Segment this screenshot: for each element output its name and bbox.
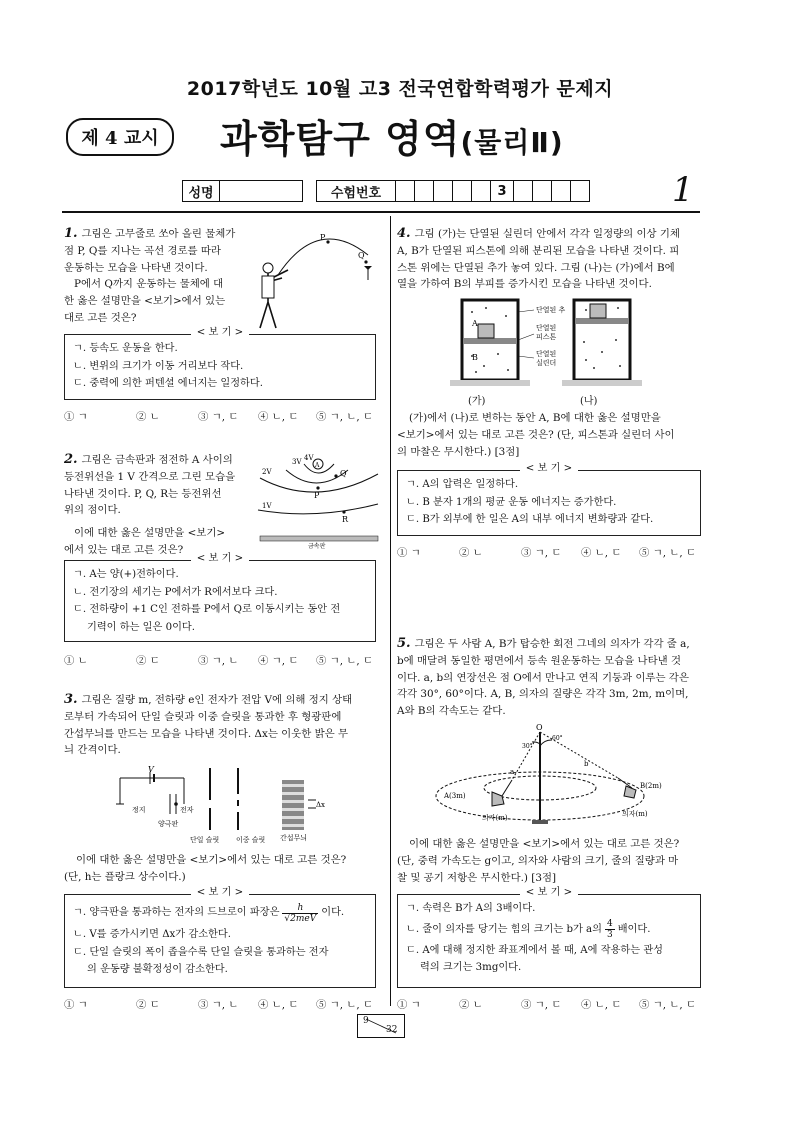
bogi-item: ㄱ. A는 양(+)전하이다.: [73, 569, 179, 580]
option[interactable]: ② ㄷ: [136, 655, 160, 667]
question-1: [64, 226, 264, 327]
question-4: [397, 226, 703, 293]
fig-point-q: Q: [358, 251, 365, 260]
caption-ga: (가): [468, 396, 486, 407]
question-number: 1.: [64, 226, 78, 241]
caption-na: (나): [580, 396, 598, 407]
q1-figure: [248, 220, 383, 335]
fig-label: A: [472, 319, 478, 328]
fig-label: B(2m): [640, 782, 662, 790]
question-text: 점 P, Q를 지나는 곡선 경로를 따라: [64, 244, 221, 257]
option[interactable]: ⑤ ㄱ, ㄴ, ㄷ: [316, 411, 374, 423]
bogi-item: ㄷ. 중력에 의한 퍼텐셜 에너지는 일정하다.: [73, 378, 263, 389]
q3-options: [64, 996, 373, 1011]
option[interactable]: ① ㄱ: [64, 411, 88, 423]
fig-label: 단일 슬릿: [190, 836, 220, 844]
option[interactable]: ③ ㄱ, ㄷ: [521, 547, 562, 559]
option[interactable]: ⑤ ㄱ, ㄴ, ㄷ: [639, 999, 697, 1011]
fig-label: b: [584, 760, 589, 768]
question-number: 3.: [64, 692, 78, 707]
question-text: 나타낸 것이다. P, Q, R는 등전위선: [64, 487, 222, 500]
session-badge: 제 4 교시: [66, 118, 174, 156]
bogi-header: < 보 기 >: [191, 553, 249, 564]
question-text: 위의 점이다.: [64, 504, 121, 517]
question-number: 5.: [397, 636, 411, 651]
question-text: 이다. a, b의 연장선은 점 O에서 만나고 연직 기둥과 이루는 각은: [397, 671, 689, 684]
option[interactable]: ④ ㄴ, ㄷ: [258, 411, 299, 423]
question-text: (가)에서 (나)로 변하는 동안 A, B에 대한 옳은 설명만을: [409, 412, 661, 424]
fraction-numerator: 4: [606, 919, 613, 929]
fig-label: 의자(m): [622, 810, 648, 818]
fig-label: A(3m): [444, 792, 466, 800]
fig-label: 단열된 추: [536, 306, 566, 314]
option[interactable]: ③ ㄱ, ㄴ: [198, 655, 239, 667]
fig-label: 이중 슬릿: [236, 836, 266, 844]
question-5: [397, 636, 703, 720]
header-rule: [62, 211, 700, 213]
question-5-prompt: [397, 836, 703, 886]
question-number: 4.: [397, 226, 411, 241]
fig-label: 실린더: [536, 359, 557, 367]
q4-bogi-box: [397, 463, 701, 536]
bogi-item: ㄱ. 속력은 B가 A의 3배이다.: [406, 903, 536, 914]
bogi-header: < 보 기 >: [520, 463, 578, 474]
exam-number-digit: 3: [490, 180, 514, 202]
question-text: 찰 및 공기 저항은 무시한다.) [3점]: [397, 871, 557, 884]
bogi-item: 기력이 하는 일은 0이다.: [87, 621, 196, 633]
question-2: [64, 452, 264, 559]
bogi-item: ㄴ. B 분자 1개의 평균 운동 에너지는 증가한다.: [406, 496, 617, 508]
fig-label: B: [472, 353, 478, 362]
q5-options: [397, 996, 696, 1011]
option[interactable]: ③ ㄱ, ㄷ: [198, 411, 239, 423]
bogi-header: < 보 기 >: [520, 887, 578, 898]
question-text: 의 마찰은 무시한다.) [3점]: [397, 445, 520, 458]
q4-options: [397, 544, 696, 559]
bogi-item: ㄷ. 단일 슬릿의 폭이 좁을수록 단일 슬릿을 통과하는 전자: [73, 946, 329, 958]
fig-label: 2V: [262, 468, 272, 476]
question-text: 이에 대한 옳은 설명만을 <보기>에서 있는 대로 고른 것은?: [409, 838, 680, 850]
fig-label: a: [510, 768, 515, 776]
fig-label: Δx: [316, 801, 326, 809]
bogi-item: [73, 900, 367, 926]
bogi-item: 의 운동량 불확정성이 감소한다.: [87, 964, 228, 975]
exam-number-box[interactable]: [414, 180, 434, 202]
question-text: 운동하는 모습을 나타낸 것이다.: [64, 261, 208, 274]
question-text: A, B가 단열된 피스톤에 의해 분리된 모습을 나타낸 것이다. 피: [397, 244, 680, 257]
question-text: 그림은 금속판과 점전하 A 사이의: [81, 454, 233, 466]
fig-point-p: P: [320, 233, 326, 242]
fraction-numerator: h: [297, 902, 304, 913]
fig-label: 전자: [180, 806, 194, 814]
exam-number-box[interactable]: [452, 180, 472, 202]
q2-options: [64, 652, 373, 667]
option[interactable]: ④ ㄴ, ㄷ: [258, 999, 299, 1011]
bogi-item-text: ㄴ. 줄이 의자를 당기는 힘의 크기는 b가 a의: [406, 923, 602, 935]
page-number: 1: [672, 170, 694, 210]
bogi-header: < 보 기 >: [191, 887, 249, 898]
bogi-item-text: 이다.: [321, 907, 345, 919]
option[interactable]: ② ㄷ: [136, 999, 160, 1011]
fig-label: 정지: [132, 806, 146, 814]
question-text: 로부터 가속되어 단일 슬릿과 이중 슬릿을 통과한 후 형광판에: [64, 710, 342, 723]
identity-row: [183, 180, 590, 202]
question-text: 이에 대한 옳은 설명만을 <보기>에서 있는 대로 고른 것은?: [76, 854, 347, 866]
exam-number-box[interactable]: [395, 180, 415, 202]
page-current: 9: [363, 1016, 369, 1026]
question-text: P에서 Q까지 운동하는 물체에 대: [74, 278, 224, 291]
fig-label: P: [314, 491, 320, 500]
q4-figure: [446, 296, 656, 402]
name-field[interactable]: [219, 180, 303, 202]
fig-label: A: [315, 462, 320, 469]
fig-label: 피스톤: [536, 333, 557, 341]
fraction-denominator: 3: [606, 930, 613, 940]
question-3-prompt: [64, 852, 380, 886]
q1-bogi-box: [64, 327, 376, 400]
option[interactable]: ⑤ ㄱ, ㄴ, ㄷ: [639, 547, 697, 559]
fig-label: 3V: [292, 458, 302, 466]
option[interactable]: ③ ㄱ, ㄷ: [521, 999, 562, 1011]
fraction: [282, 903, 318, 924]
question-text: 열을 가하여 B의 부피를 증가시킨 모습을 나타낸 것이다.: [397, 278, 652, 291]
bogi-item: [406, 918, 692, 942]
option[interactable]: ① ㄴ: [64, 655, 88, 667]
option[interactable]: ④ ㄱ, ㄷ: [258, 655, 299, 667]
option[interactable]: ① ㄱ: [397, 547, 421, 559]
fig-label: R: [342, 515, 349, 524]
question-text: 늬 간격이다.: [64, 744, 121, 757]
bogi-header: < 보 기 >: [191, 327, 249, 338]
question-text: b에 매달려 동일한 평면에서 등속 원운동하는 모습을 나타낸 것: [397, 654, 682, 667]
question-text: 각각 30°, 60°이다. A, B, 의자의 질량은 각각 3m, 2m, m이며,: [397, 688, 689, 701]
exam-number-box[interactable]: [551, 180, 571, 202]
bogi-item: ㄴ. 전기장의 세기는 P에서가 R에서보다 크다.: [73, 586, 278, 598]
name-label: 성명: [182, 180, 220, 202]
exam-title: 2017학년도 10월 고3 전국연합학력평가 문제지: [186, 78, 614, 100]
bogi-item: ㄱ. A의 압력은 일정하다.: [406, 479, 519, 490]
fig-label: 30°: [522, 743, 533, 750]
option[interactable]: ① ㄱ: [397, 999, 421, 1011]
bogi-item: ㄷ. B가 외부에 한 일은 A의 내부 에너지 변화량과 같다.: [406, 514, 654, 525]
option[interactable]: ③ ㄱ, ㄴ: [198, 999, 239, 1011]
fig-label: 양극판: [158, 820, 179, 828]
subject-main: 과학탐구 영역: [220, 117, 461, 161]
q5-bogi-box: [397, 887, 701, 988]
q5-figure: [428, 722, 678, 828]
interference-fringes: [282, 780, 304, 830]
question-4-prompt: [397, 410, 703, 460]
page-indicator: [357, 1014, 405, 1038]
option[interactable]: ⑤ ㄱ, ㄴ, ㄷ: [316, 655, 374, 667]
bogi-item-text: ㄱ. 양극판을 통과하는 전자의 드브로이 파장은: [73, 907, 280, 919]
bogi-item: ㄷ. A에 대해 정지한 좌표계에서 볼 때, A에 작용하는 관성: [406, 944, 663, 956]
option[interactable]: ⑤ ㄱ, ㄴ, ㄷ: [316, 999, 374, 1011]
bogi-item: ㄴ. 변위의 크기가 이동 거리보다 작다.: [73, 360, 244, 372]
option[interactable]: ② ㄴ: [459, 999, 483, 1011]
bogi-item: ㄴ. V를 증가시키면 Δx가 감소한다.: [73, 929, 231, 940]
bogi-item: ㄱ. 등속도 운동을 한다.: [73, 343, 178, 354]
question-text: 그림은 고무줄로 쏘아 올린 물체가: [81, 228, 236, 240]
question-text: 스톤 위에는 단열된 추가 놓여 있다. 그림 (나)는 (가)에서 B에: [397, 261, 675, 274]
question-text: (단, 중력 가속도는 g이고, 의자와 사람의 크기, 줄의 질량과 마: [397, 854, 679, 867]
option[interactable]: ② ㄴ: [459, 547, 483, 559]
fraction-denominator: √2meV: [284, 913, 317, 924]
column-divider: [390, 216, 391, 1006]
option[interactable]: ④ ㄴ, ㄷ: [581, 547, 622, 559]
question-3: [64, 692, 380, 759]
exam-number-box[interactable]: [471, 180, 491, 202]
subject-sub: (물리Ⅱ): [460, 126, 564, 159]
question-text: 그림은 질량 m, 전하량 e인 전자가 전압 V에 의해 정지 상태: [81, 694, 353, 706]
exam-number-label: 수험번호: [316, 180, 396, 202]
page-total: 32: [386, 1025, 398, 1035]
fraction: [605, 919, 615, 940]
question-text: (단, h는 플랑크 상수이다.): [64, 870, 186, 883]
fig-label: V: [148, 765, 154, 774]
question-text: A와 B의 각속도는 같다.: [397, 705, 506, 718]
question-text: 에서 있는 대로 고른 것은?: [64, 543, 184, 556]
bogi-item-text: 배이다.: [617, 923, 651, 935]
option[interactable]: ① ㄱ: [64, 999, 88, 1011]
option[interactable]: ④ ㄴ, ㄷ: [581, 999, 622, 1011]
question-text: 간섭무늬를 만드는 모습을 나타낸 것이다. Δx는 이웃한 밝은 무: [64, 727, 348, 740]
q3-figure: [110, 764, 350, 844]
fig-label: 금속판: [308, 543, 326, 550]
q3-bogi-box: [64, 887, 376, 988]
fig-label: O: [536, 723, 543, 732]
fig-label: 60°: [552, 735, 563, 742]
question-text: 이에 대한 옳은 설명만을 <보기>: [74, 527, 226, 540]
subject-title: [220, 108, 564, 163]
question-text: 한 옳은 설명만을 <보기>에서 있는: [64, 295, 226, 308]
question-text: <보기>에서 있는 대로 고른 것은? (단, 피스톤과 실린더 사이: [397, 428, 675, 441]
bogi-item: 력의 크기는 3mg이다.: [420, 962, 522, 973]
fig-label: 단열된: [536, 324, 557, 332]
question-text: 대로 고른 것은?: [64, 311, 137, 324]
q2-bogi-box: [64, 553, 376, 642]
exam-number-box[interactable]: [532, 180, 552, 202]
exam-number-box[interactable]: [513, 180, 533, 202]
bogi-item: ㄷ. 전하량이 +1 C인 전하를 P에서 Q로 이동시키는 동안 전: [73, 604, 341, 615]
fig-label: Q: [340, 469, 347, 478]
fig-label: 4V: [304, 454, 314, 462]
question-number: 2.: [64, 452, 78, 467]
fig-label: 1V: [262, 502, 272, 510]
question-text: 그림은 두 사람 A, B가 탑승한 회전 그네의 의자가 각각 줄 a,: [414, 638, 690, 650]
q2-figure: [256, 450, 380, 550]
exam-number-box[interactable]: [570, 180, 590, 202]
fig-label: 의자(m): [482, 814, 508, 822]
option[interactable]: ② ㄴ: [136, 411, 160, 423]
exam-number-box[interactable]: [433, 180, 453, 202]
fig-label: 간섭무늬: [280, 834, 308, 842]
q1-options: [64, 408, 373, 423]
question-text: 그림 (가)는 단열된 실린더 안에서 각각 일정량의 이상 기체: [414, 228, 680, 240]
question-text: 등전위선을 1 V 간격으로 그린 모습을: [64, 470, 236, 483]
fig-label: 단열된: [536, 350, 557, 358]
